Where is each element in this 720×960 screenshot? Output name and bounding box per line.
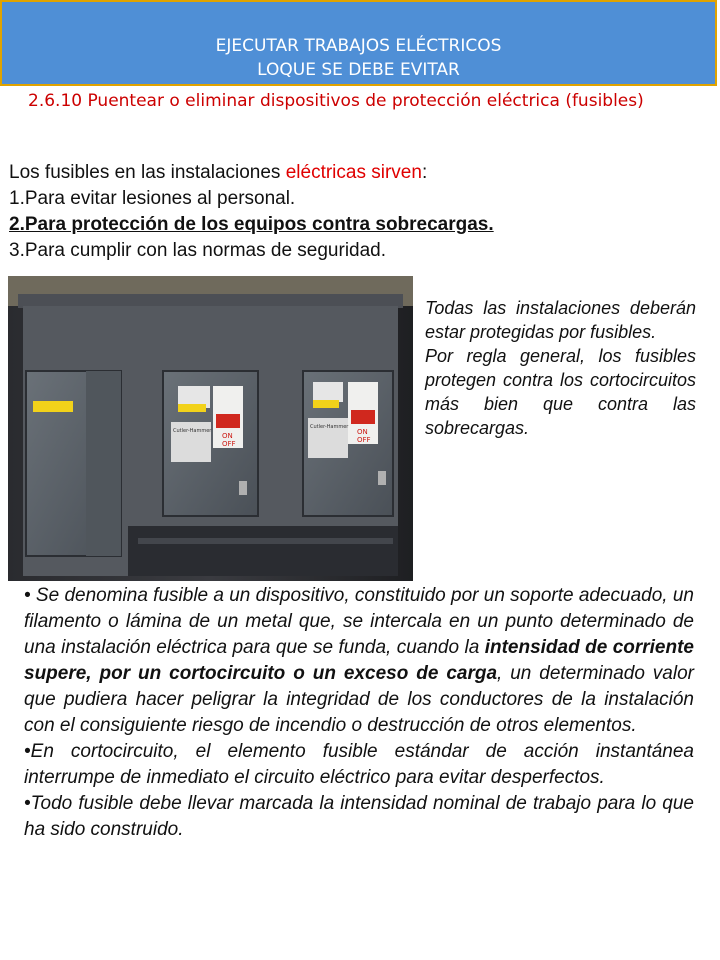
brand-label-1: Cutler-Hammer <box>173 428 212 434</box>
title-line-1: EJECUTAR TRABAJOS ELÉCTRICOS <box>215 36 502 56</box>
intro-item-2: 2.Para protección de los equipos contra sobrecargas. <box>9 214 494 235</box>
off-label-2: OFF <box>357 436 371 444</box>
on-label-1: ON <box>222 432 233 440</box>
section-subtitle: 2.6.10 Puentear o eliminar dispositivos de protección eléctrica (fusibles) <box>28 91 644 111</box>
brand-label-2: Cutler-Hammer <box>310 424 349 430</box>
intro-lead <box>9 160 709 186</box>
intro-lead-prefix: Los fusibles en las instalaciones <box>9 162 286 183</box>
on-label-2: ON <box>357 428 368 436</box>
body-paragraph-2: •En cortocircuito, el elemento fusible estándar de acción instantánea interrumpe de inmediato el circuito eléctrico para evitar desperfectos. <box>24 741 694 788</box>
intro-item-3: 3.Para cumplir con las normas de seguridad. <box>9 240 387 261</box>
body-p1-part1: • Se denomina fusible a un dispositivo, constituido por un soporte adecuado, un filamento o lámina de un metal que, se intercala en un punto determinado de una instalación eléctrica para que se funda, cuando la <box>24 585 694 658</box>
title-banner <box>0 0 717 86</box>
side-note <box>425 296 696 440</box>
body-text <box>24 583 694 843</box>
title-line-2: LOQUE SE DEBE EVITAR <box>257 60 460 80</box>
off-label-1: OFF <box>222 440 236 448</box>
intro-lead-suffix: : <box>421 162 428 183</box>
side-note-1: Todas las instalaciones deberán estar protegidas por fusibles. <box>425 298 696 342</box>
body-p1-bold: intensidad de corriente supere, por un cortocircuito o un exceso de carga <box>24 637 695 684</box>
side-note-2: Por regla general, los fusibles protegen contra los cortocircuitos más bien que contra las sobrecargas. <box>425 346 696 438</box>
intro-item-1: 1.Para evitar lesiones al personal. <box>9 188 296 209</box>
body-paragraph-1 <box>24 583 694 739</box>
electrical-panels-illustration <box>8 276 413 581</box>
body-p1-part2: , un determinado valor que pudiera hacer peligrar la integridad de los conductores de la instalación con el consiguiente riesgo de incendio o destrucción de otros elementos. <box>24 663 694 736</box>
body-paragraph-3: •Todo fusible debe llevar marcada la intensidad nominal de trabajo para lo que ha sido construido. <box>24 793 694 840</box>
electrical-panels-photo <box>8 276 413 581</box>
intro-block <box>9 160 709 264</box>
intro-lead-highlight: eléctricas sirven <box>285 162 422 183</box>
